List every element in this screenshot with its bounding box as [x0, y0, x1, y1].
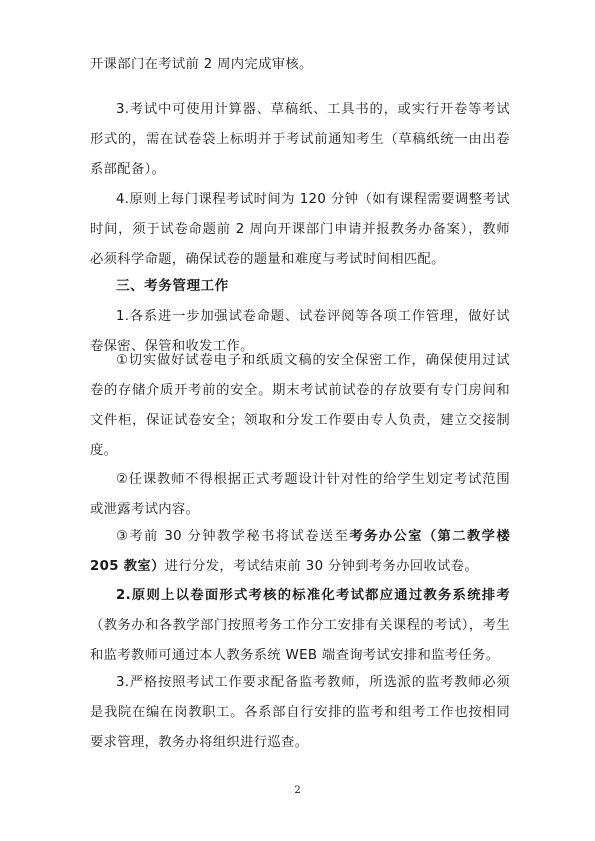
paragraph-section3-item-1: 1.各系进一步加强试卷命题、试卷评阅等各项工作管理，做好试卷保密、保管和收发工作。	[90, 309, 510, 354]
paragraph-item-4: 4.原则上每门课程考试时间为 120 分钟（如有课程需要调整考试时间，须于试卷命题前 2 周向开课部门申请并报教务办备案），教师必须科学命题，确保试卷的题量和难度与考试时间相匹配。	[90, 192, 510, 267]
paragraph-continuation: 开课部门在考试前 2 周内完成审核。	[90, 57, 313, 72]
paragraph-item-3: 3.考试中可使用计算器、草稿纸、工具书的，或实行开卷等考试形式的，需在试卷袋上标明并于考试前通知考生（草稿纸统一由出卷系部配备）。	[90, 102, 510, 177]
paragraph-subitem-1: ①切实做好试卷电子和纸质文稿的安全保密工作，确保使用过试卷的存储介质开考前的安全。期末考试前试卷的存放要有专门房间和文件柜，保证试卷安全；领取和分发工作要由专人负责，建立交接制度。	[90, 353, 510, 458]
item-2-bold-lead: 2.原则上以卷面形式考核的标准化考试都应通过教务系统排考	[116, 588, 510, 603]
paragraph-subitem-2: ②任课教师不得根据正式考题设计针对性的给学生划定考试范围或泄露考试内容。	[90, 472, 510, 517]
paragraph-section3-item-3: 3.严格按照考试工作要求配备监考教师，所选派的监考教师必须是我院在编在岗教职工。各系部自行安排的监考和组考工作也按相同要求管理，教务办将组织进行巡查。	[90, 675, 510, 750]
page-number: 2	[294, 785, 301, 796]
exam-office-location: 考务办公室（第二教学楼 205 教室）	[90, 529, 510, 574]
section-heading-3: 三、考务管理工作	[116, 278, 229, 294]
item-2-rest: （教务办和各教学部门按照考务工作分工安排有关课程的考试），考生和监考教师可通过本人教务系统 WEB 端查询考试安排和监考任务。	[90, 618, 510, 663]
paragraph-subitem-3	[90, 522, 510, 582]
subitem-3-text-b: 进行分发，考试结束前 30 分钟到考务办回收试卷。	[164, 559, 479, 574]
paragraph-section3-item-2	[90, 581, 510, 671]
subitem-3-text-a: ③考前 30 分钟教学秘书将试卷送至	[116, 529, 350, 544]
